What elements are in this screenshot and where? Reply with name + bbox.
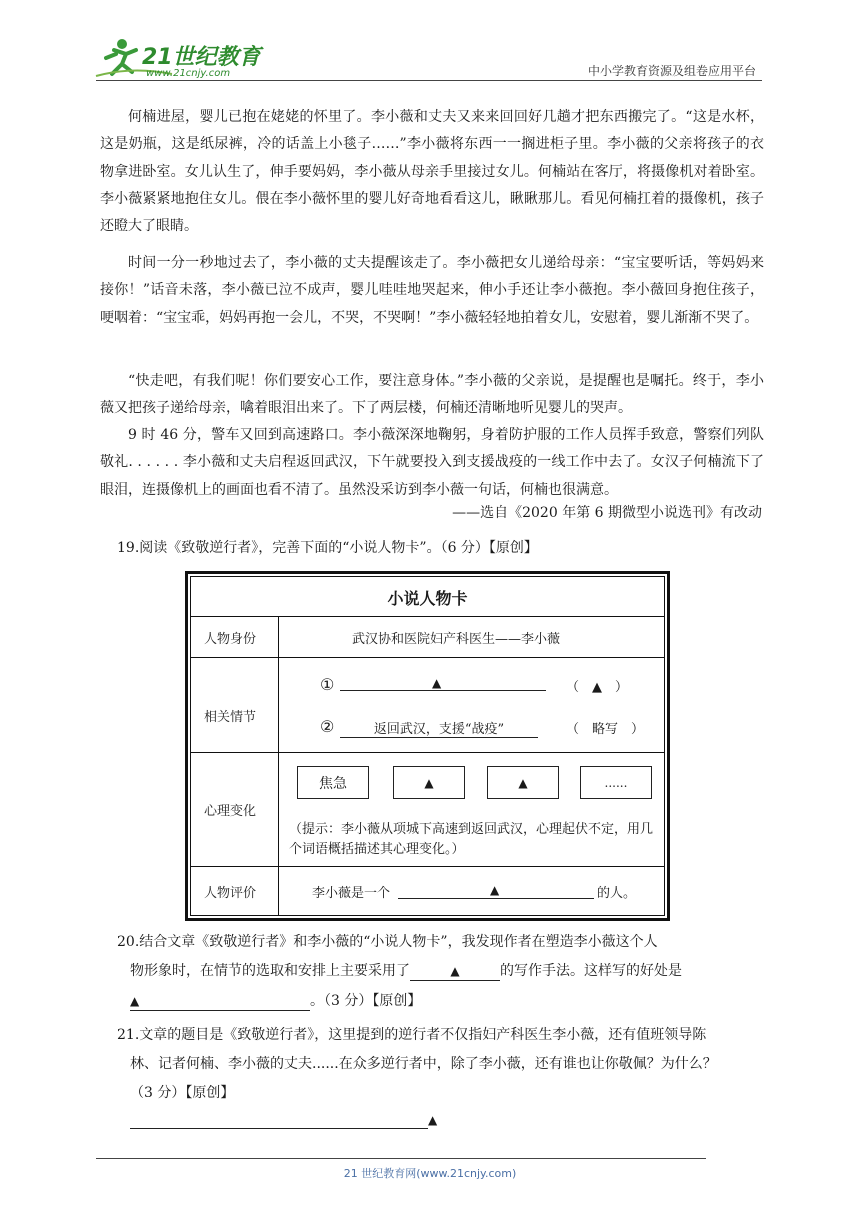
evaluation-blank: ▲ — [490, 883, 500, 897]
answer-line — [130, 1128, 428, 1129]
story-paragraph-3: “快走吧，有我们呢！你们要安心工作，要注意身体。”李小薇的父亲说，是提醒也是嘱托。终于，李小薇又把孩子递给母亲，噙着眼泪出来了。下了两层楼，何楠还清晰地听见婴儿的哭声。 — [100, 373, 764, 417]
mind-hint: （提示：李小薇从项城下高速到返回武汉，心理起伏不定，用几个词语概括描述其心理变化。） — [289, 822, 654, 857]
header-divider — [96, 80, 762, 81]
logo-text: 21世纪教育 — [142, 45, 261, 70]
plot-2-text: 返回武汉，支援“战疫” — [340, 718, 538, 738]
mind-box-3: ▲ — [487, 766, 559, 799]
story-paragraph-2: 时间一分一秒地过去了，李小薇的丈夫提醒该走了。李小薇把女儿递给母亲：“宝宝要听话，等妈妈来接你！”话音未落，李小薇已泣不成声，婴儿哇哇地哭起来，伸小手还让李小薇抱。李小薇回身抱住孩子，哽咽着：“宝宝乖，妈妈再抱一会儿，不哭，不哭啊！”李小薇轻轻地拍着女儿，安慰着，婴儿渐渐不哭了。 — [100, 255, 764, 326]
footer-divider — [96, 1158, 706, 1159]
question-20-line-3: ▲ 。（3 分）【原创】 — [130, 993, 422, 1009]
card-divider — [190, 866, 665, 867]
question-20-line-2: 物形象时，在情节的选取和安排上主要采用了 ▲ 的写作手法。这样写的好处是 — [130, 963, 682, 979]
writing-technique-blank: ▲ — [410, 962, 500, 981]
character-card — [190, 576, 665, 916]
card-divider — [190, 752, 665, 753]
footer-link[interactable]: 21 世纪教育网(www.21cnjy.com) — [343, 1167, 517, 1180]
plot-2-number: ② — [320, 717, 335, 736]
question-21-line-2: 林、记者何楠、李小薇的丈夫......在众多逆行者中，除了李小薇，还有谁也让你敬佩？为什么？ — [130, 1056, 717, 1072]
mind-label: 心理变化 — [204, 804, 257, 819]
plot-2-detail: （ 略写 ） — [566, 722, 645, 737]
question-19: 19.阅读《致敬逆行者》，完善下面的“小说人物卡”。（6 分）【原创】 — [117, 540, 538, 556]
question-20-line-1: 20.结合文章《致敬逆行者》和李小薇的“小说人物卡”，我发现作者在塑造李小薇这个人 — [117, 934, 658, 950]
mind-box-2: ▲ — [393, 766, 465, 799]
card-divider — [190, 616, 665, 617]
question-21-line-1: 21.文章的题目是《致敬逆行者》，这里提到的逆行者不仅指妇产科医生李小薇，还有值班领导陈 — [117, 1027, 707, 1043]
benefit-blank: ▲ — [130, 992, 310, 1011]
answer-blank: ▲ — [428, 1113, 438, 1127]
plot-1-number: ① — [320, 675, 335, 694]
evaluation-suffix: 的人。 — [597, 886, 637, 901]
mind-box-1: 焦急 — [297, 766, 369, 799]
question-21-line-3: （3 分）【原创】 — [130, 1085, 235, 1101]
logo-url: www.21cnjy.com — [146, 68, 231, 79]
evaluation-prefix: 李小薇是一个 — [312, 886, 391, 901]
card-column-divider — [278, 616, 279, 916]
evaluation-label: 人物评价 — [204, 886, 257, 901]
story-paragraph-1: 何楠进屋，婴儿已抱在姥姥的怀里了。李小薇和丈夫又来来回回好几趟才把东西搬完了。“这是水杯，这是奶瓶，这是纸尿裤，冷的话盖上小毯子……”李小薇将东西一一搁进柜子里。李小薇的父亲将孩子的衣物拿进卧室。女儿认生了，伸手要妈妈，李小薇从母亲手里接过女儿。何楠站在客厅，将摄像机对着卧室。李小薇紧紧地抱住女儿。偎在李小薇怀里的婴儿好奇地看看这儿，瞅瞅那儿。看见何楠扛着的摄像机，孩子还瞪大了眼睛。 — [100, 109, 764, 235]
plot-label: 相关情节 — [204, 710, 257, 725]
plot-1-blank: ▲ — [432, 676, 442, 690]
plot-1-detail: （ ▲ ） — [566, 680, 628, 695]
mind-box-4: ...... — [580, 766, 652, 799]
identity-value: 武汉协和医院妇产科医生——李小薇 — [352, 632, 561, 647]
site-logo — [92, 36, 272, 84]
card-title: 小说人物卡 — [387, 589, 468, 608]
evaluation-blank-line — [398, 898, 594, 899]
story-paragraph-4: 9 时 46 分，警车又回到高速路口。李小薇深深地鞠躬，身着防护服的工作人员挥手致意，警察们列队敬礼. . . . . . 李小薇和丈夫启程返回武汉，下午就要投入到支援战疫的一线工作中去了。女汉子何楠流下了眼泪，连摄像机上的画面也看不清了。虽然没采访到李小薇一句话，何楠也很满意。 — [100, 427, 764, 498]
story-source: ——选自《2020 年第 6 期微型小说选刊》有改动 — [452, 505, 762, 521]
identity-label: 人物身份 — [204, 632, 257, 647]
card-divider — [190, 657, 665, 658]
platform-name: 中小学教育资源及组卷应用平台 — [587, 64, 756, 78]
plot-1-blank-line — [340, 690, 546, 691]
